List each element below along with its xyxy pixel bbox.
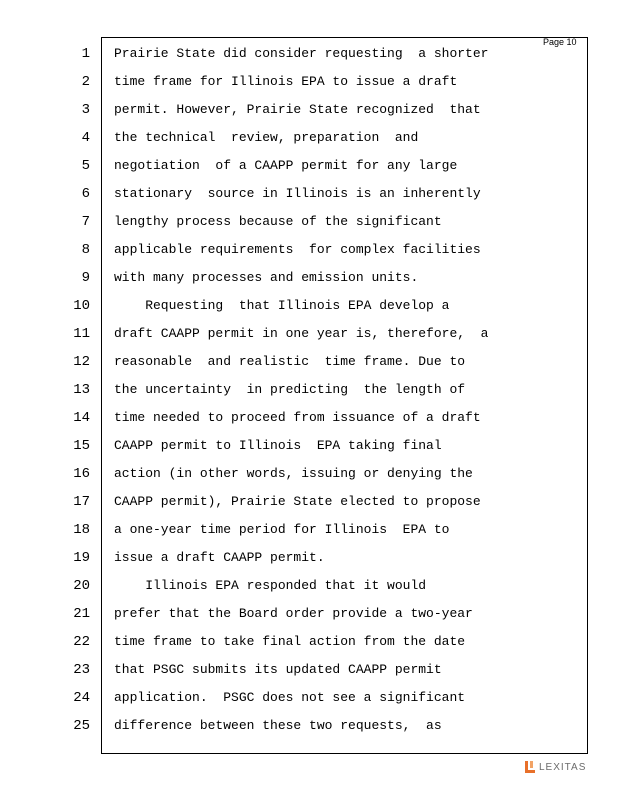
transcript-line: Prairie State did consider requesting a shorter: [114, 46, 489, 61]
line-number: 7: [81, 214, 90, 230]
line-number-column: [60, 40, 90, 740]
line-number: 11: [73, 326, 90, 342]
line-number: 14: [73, 410, 90, 426]
line-number: 18: [73, 522, 90, 538]
line-number: 25: [73, 718, 90, 734]
transcript-line: lengthy process because of the significant: [114, 214, 442, 229]
line-number: 20: [73, 578, 90, 594]
line-number: 17: [73, 494, 90, 510]
transcript-line: the uncertainty in predicting the length of: [114, 382, 466, 397]
line-number: 5: [81, 158, 90, 174]
transcript-line: a one-year time period for Illinois EPA to: [114, 522, 450, 537]
transcript-line: time frame to take final action from the date: [114, 634, 466, 649]
line-number: 24: [73, 690, 90, 706]
transcript-line: time frame for Illinois EPA to issue a draft: [114, 74, 458, 89]
transcript-text: [114, 40, 584, 740]
line-number: 1: [81, 46, 90, 62]
transcript-line: permit. However, Prairie State recognized that: [114, 102, 481, 117]
line-number: 19: [73, 550, 90, 566]
line-number: 15: [73, 438, 90, 454]
transcript-line: stationary source in Illinois is an inherently: [114, 186, 481, 201]
line-number: 12: [73, 354, 90, 370]
line-number: 13: [73, 382, 90, 398]
line-number: 23: [73, 662, 90, 678]
transcript-line: draft CAAPP permit in one year is, therefore, a: [114, 326, 489, 341]
transcript-line: with many processes and emission units.: [114, 270, 419, 285]
line-number: 21: [73, 606, 90, 622]
line-number: 4: [81, 130, 90, 146]
transcript-line: reasonable and realistic time frame. Due to: [114, 354, 466, 369]
line-number: 9: [81, 270, 90, 286]
page-number-label: Page 10: [543, 37, 577, 47]
line-number: 2: [81, 74, 90, 90]
transcript-line: applicable requirements for complex facilities: [114, 242, 481, 257]
logo-text: LEXITAS: [539, 761, 587, 773]
line-number: 10: [73, 298, 90, 314]
transcript-line: negotiation of a CAAPP permit for any large: [114, 158, 458, 173]
transcript-line: Requesting that Illinois EPA develop a: [114, 298, 450, 313]
transcript-line: the technical review, preparation and: [114, 130, 419, 145]
transcript-line: that PSGC submits its updated CAAPP permit: [114, 662, 442, 677]
line-number: 8: [81, 242, 90, 258]
transcript-line: CAAPP permit), Prairie State elected to propose: [114, 494, 481, 509]
transcript-line: prefer that the Board order provide a two-year: [114, 606, 473, 621]
transcript-line: CAAPP permit to Illinois EPA taking final: [114, 438, 442, 453]
line-number: 3: [81, 102, 90, 118]
transcript-line: issue a draft CAAPP permit.: [114, 550, 325, 565]
transcript-line: Illinois EPA responded that it would: [114, 578, 427, 593]
transcript-line: action (in other words, issuing or denying the: [114, 466, 473, 481]
line-number: 16: [73, 466, 90, 482]
transcript-line: time needed to proceed from issuance of a draft: [114, 410, 481, 425]
lexitas-logo: [524, 758, 586, 776]
transcript-line: application. PSGC does not see a significant: [114, 690, 466, 705]
lexitas-logo-icon: [524, 760, 536, 774]
line-number: 22: [73, 634, 90, 650]
line-number: 6: [81, 186, 90, 202]
transcript-line: difference between these two requests, as: [114, 718, 442, 733]
